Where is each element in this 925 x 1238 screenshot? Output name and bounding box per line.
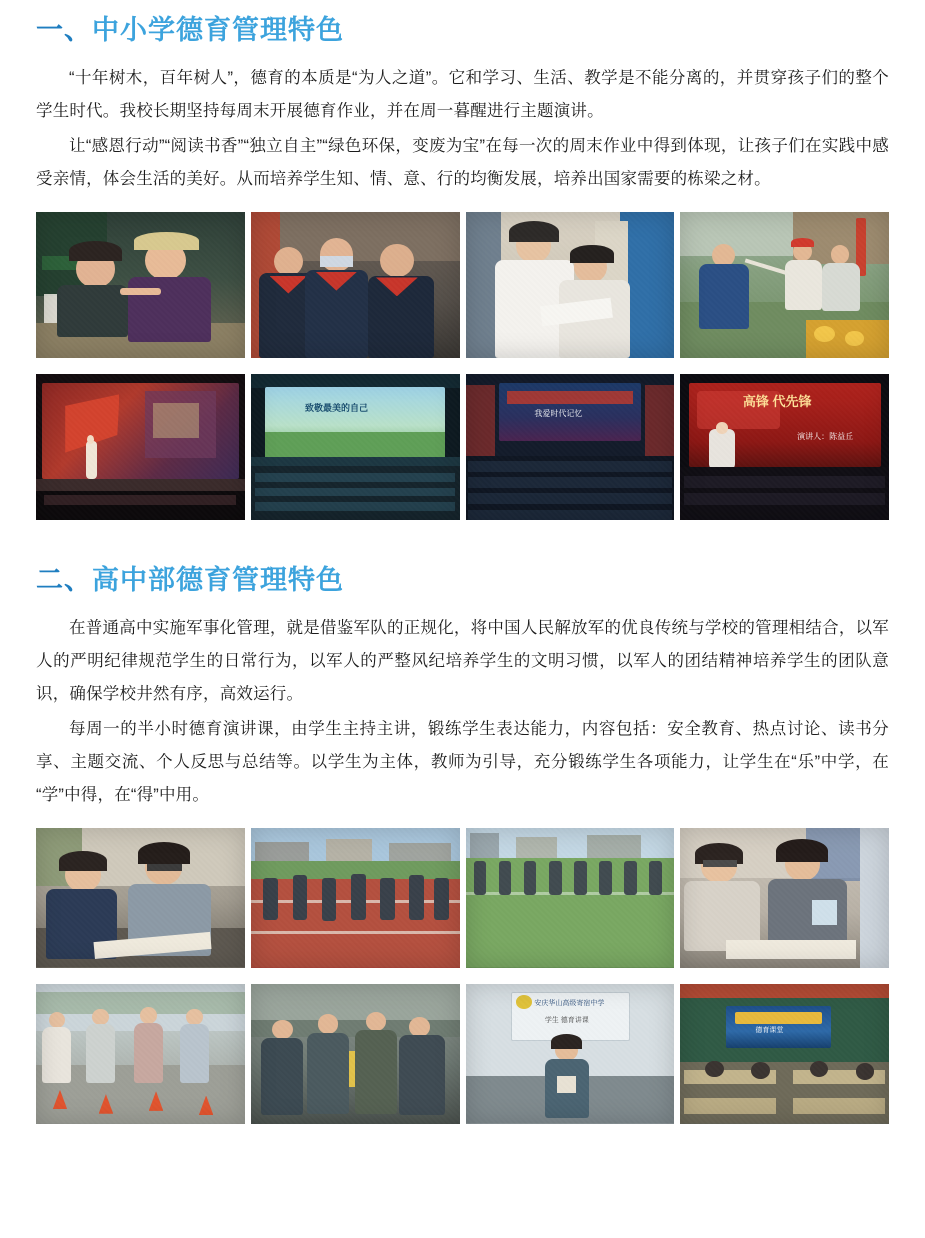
photo-2-7-screen-line2: 学生 德育讲课 bbox=[544, 1017, 589, 1025]
photo-1-7-screen-caption: 我爱时代记忆 bbox=[534, 408, 583, 418]
section-1-photo-grid-row2 bbox=[36, 374, 889, 520]
photo-1-8-banner-speaker: 演讲人：陈益丘 bbox=[797, 432, 854, 442]
section-1-paragraph-1: “十年树木，百年树人”，德育的本质是“为人之道”。它和学习、生活、教学是不能分离的，并贯穿孩子们的整个学生时代。我校长期坚持每周末开展德育作业，并在周一暮醒进行主题演讲。 bbox=[36, 68, 889, 120]
section-2-photo-grid-row1 bbox=[36, 828, 889, 968]
photo-1-3 bbox=[466, 212, 675, 358]
section-1-title bbox=[36, 14, 889, 48]
photo-2-1 bbox=[36, 828, 245, 968]
photo-1-6 bbox=[251, 374, 460, 520]
photo-1-4 bbox=[680, 212, 889, 358]
section-2-photo-grid-row2 bbox=[36, 984, 889, 1124]
section-2-title bbox=[36, 564, 889, 598]
photo-2-8-screen-caption: 德育课堂 bbox=[755, 1026, 784, 1034]
photo-2-5 bbox=[36, 984, 245, 1124]
photo-2-8 bbox=[680, 984, 889, 1124]
section-1-paragraph-2: 让“感恩行动”“阅读书香”“独立自主”“绿色环保，变废为宝”在每一次的周末作业中得到体现，让孩子们在实践中感受亲情，体会生活的美好。从而培养学生知、情、意、行的均衡发展，培养出国家需要的栋梁之材。 bbox=[36, 136, 889, 188]
section-1-photo-grid-row1 bbox=[36, 212, 889, 358]
photo-2-7 bbox=[466, 984, 675, 1124]
photo-1-2 bbox=[251, 212, 460, 358]
section-1-title-main: 中小学德育管理特色 bbox=[92, 15, 344, 45]
photo-2-6 bbox=[251, 984, 460, 1124]
photo-1-5 bbox=[36, 374, 245, 520]
section-2-paragraph-2: 每周一的半小时德育演讲课，由学生主持主讲，锻练学生表达能力，内容包括：安全教育、热点讨论、读书分享、主题交流、个人反思与总结等。以学生为主体，教师为引导，充分锻练学生各项能力，让学生在“乐”中学，在“学”中得，在“得”中用。 bbox=[36, 719, 889, 804]
section-2-title-prefix: 二、 bbox=[36, 564, 92, 595]
photo-1-8 bbox=[680, 374, 889, 520]
photo-2-2 bbox=[251, 828, 460, 968]
section-2-title-main: 高中部德育管理特色 bbox=[92, 564, 344, 595]
section-1-title-prefix: 一、 bbox=[36, 15, 92, 45]
photo-2-3 bbox=[466, 828, 675, 968]
photo-1-6-screen-caption: 致敬最美的自己 bbox=[305, 402, 369, 413]
photo-1-1 bbox=[36, 212, 245, 358]
photo-1-8-banner-title: 高锋 代先锋 bbox=[742, 394, 812, 410]
photo-2-7-screen-line1: 安庆华山高级寄宿中学 bbox=[534, 1000, 605, 1008]
section-2-paragraph-1: 在普通高中实施军事化管理，就是借鉴军队的正规化，将中国人民解放军的优良传统与学校的管理相结合，以军人的严明纪律规范学生的日常行为，以军人的严整风纪培养学生的文明习惯，以军人的团结精神培养学生的团队意识，确保学校井然有序，高效运行。 bbox=[36, 618, 889, 703]
photo-2-4 bbox=[680, 828, 889, 968]
photo-1-7 bbox=[466, 374, 675, 520]
section-2 bbox=[36, 564, 889, 1124]
